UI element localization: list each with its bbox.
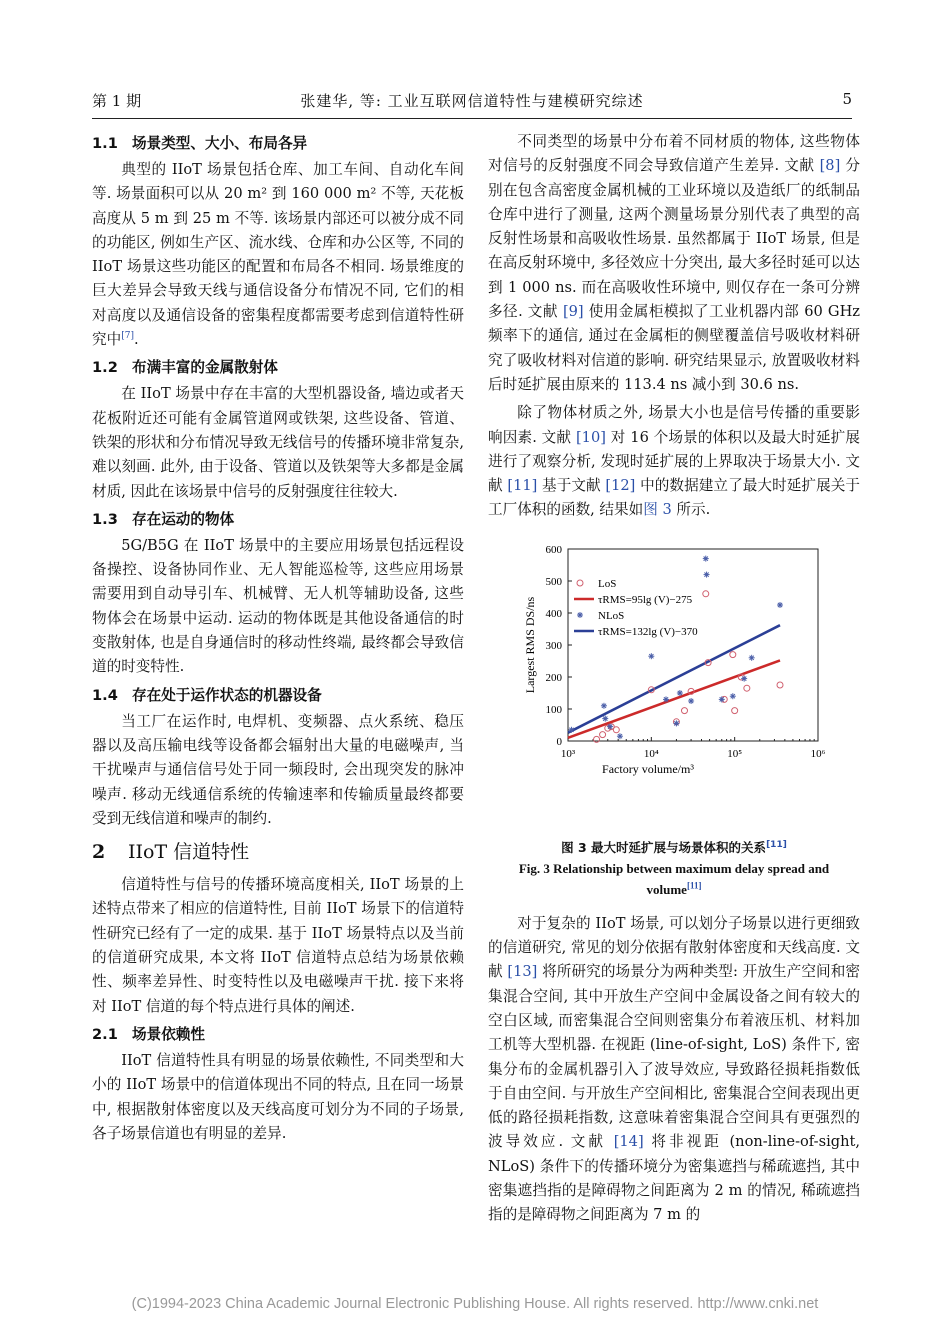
left-column	[92, 130, 464, 1150]
nlos-point	[602, 715, 608, 721]
nlos-point	[673, 720, 679, 726]
copyright-footer: (C)1994-2023 China Academic Journal Electronic Publishing House. All rights reserved. http://www.cnki.net	[131, 1296, 819, 1312]
legend-los-marker	[577, 580, 583, 586]
issue-number: 第 1 期	[92, 92, 142, 110]
nlos-point	[663, 696, 669, 702]
x-tick-label: 10³	[560, 747, 576, 760]
figure-3	[488, 537, 860, 837]
section-1-1-paragraph: 典型的 IIoT 场景包括仓库、加工车间、自动化车间等. 场景面积可以从 20 m² 到 160 000 m² 不等, 天花板高度从 5 m 到 25 m 不等. 该场景内部还可以被分成不同的功能区, 例如生产区、流水线、仓库和办公区等, 不同的 IIoT 场景这些功能区的配置和布局各不相同. 场景维度的巨大差异会导致天线与通信设备分布情况不同, 它们的相对高度以及通信设备的密集程度都需要考虑到信道特性研究中[7].	[92, 161, 464, 349]
nlos-point	[607, 723, 613, 729]
y-tick-label: 500	[545, 575, 562, 588]
nlos-point	[730, 693, 736, 699]
fit-line-nlos	[568, 625, 780, 732]
section-1-1-heading: 1.1 场景类型、大小、布局各异	[92, 135, 308, 152]
nlos-point	[688, 698, 694, 704]
section-2-1-heading: 2.1 场景依赖性	[92, 1025, 205, 1043]
nlos-point	[777, 602, 783, 608]
sub-scene-paragraph: 对于复杂的 IIoT 场景, 可以划分子场景以进行更细致的信道研究, 常见的划分依据有散射体密度和天线高度. 文献 [13] 将所研究的场景分为两种类型: 开放生产空间和密集混合空间, 其中开放生产空间中金属设备之间有较大的空白区域, 而密集混合空间则密集分布着液压机、材料加工机等大型机器. 在视距 (line-of-sight, LoS) 条件下, 密集分布的金属机器引入了波导效应, 导致路径损耗指数低于自由空间. 与开放生产空间相比, 密集混合空间表现出更低的路径损耗指数, 这意味着密集混合空间具有更强烈的波导效应. 文献 [14] 将非视距 (non-line-of-sight, NLoS) 条件下的传播环境分为密集遮挡与稀疏遮挡, 其中密集遮挡指的是障碍物之间距离为 2 m 的情况, 稀疏遮挡指的是障碍物之间距离为 7 m 的	[488, 914, 861, 1224]
legend-nlos-fit-label: τRMS=132lg (V)−370	[598, 625, 698, 638]
nlos-point	[749, 655, 755, 661]
nlos-point	[677, 690, 683, 696]
y-tick-label: 100	[545, 703, 562, 716]
los-point	[730, 651, 736, 657]
y-tick-label: 400	[545, 607, 562, 620]
section-1-3-heading: 1.3 存在运动的物体	[92, 510, 235, 528]
nlos-point	[648, 653, 654, 659]
los-point	[777, 682, 783, 688]
y-tick-label: 300	[545, 639, 562, 652]
legend-los-label: LoS	[598, 577, 617, 590]
los-point	[703, 591, 709, 597]
los-point	[744, 685, 750, 691]
section-2-heading: 2 IIoT 信道特性	[92, 841, 250, 864]
section-1-3-paragraph: 5G/B5G 在 IIoT 场景中的主要应用场景包括远程设备操控、设备协同作业、无人智能巡检等, 这些应用场景需要用到自动导引车、机械臂、无人机等辅助设备, 这些物体会在场景中运动. 运动的物体既是其他设备通信的时变散射体, 也是自身通信时的移动性终端, 最终都会导致信道的时变特性.	[92, 536, 464, 676]
citation-13[interactable]: [13]	[507, 963, 538, 981]
section-2-paragraph: 信道特性与信号的传播环境高度相关, IIoT 场景的上述特点带来了相应的信道特性, 目前 IIoT 场景下的信道特性研究已经有了一定的成果. 基于 IIoT 场景特点以及当前的信道研究成果, 本文将 IIoT 信道特点总结为场景依赖性、频率差异性、时变特性以及电磁噪声干扰. 接下来将对 IIoT 信道的每个特点进行具体的阐述.	[92, 876, 464, 1015]
nlos-point	[719, 696, 725, 702]
nlos-point	[703, 555, 709, 561]
y-tick-label: 200	[545, 671, 562, 684]
figure-3-link[interactable]: 图 3	[643, 501, 672, 519]
citation-8[interactable]: [8]	[819, 157, 841, 175]
nlos-point	[617, 733, 623, 739]
page-number: 5	[842, 90, 852, 108]
citation-9[interactable]: [9]	[562, 303, 584, 321]
x-axis-label: Factory volume/m³	[602, 761, 694, 776]
x-tick-label: 10⁴	[643, 747, 659, 760]
right-column	[488, 130, 860, 1232]
citation-10[interactable]: [10]	[575, 428, 606, 446]
fit-line-los	[568, 660, 780, 737]
section-2-1-paragraph: IIoT 信道特性具有明显的场景依赖性, 不同类型和大小的 IIoT 场景中的信道体现出不同的特点, 且在同一场景中, 根据散射体密度以及天线高度可划分为不同的子场景, 各子场景信道也有明显的差异.	[92, 1051, 464, 1142]
legend-los-fit-label: τRMS=95lg (V)−275	[598, 593, 693, 606]
nlos-point	[704, 571, 710, 577]
section-1-2-paragraph: 在 IIoT 场景中存在丰富的大型机器设备, 墙边或者天花板附近还可能有金属管道网或铁架, 这些设备、管道、铁架的形状和分布情况导致无线信号的传播环境非常复杂, 难以刻画. 此外, 由于设备、管道以及铁架等大多都是金属材质, 因此在该场景中信号的反射强度往往较大.	[92, 385, 464, 500]
figure-caption-en: Fig. 3 Relationship between maximum delay spread and volume[11]	[518, 860, 830, 897]
nlos-point	[577, 612, 583, 618]
materials-paragraph: 不同类型的场景中分布着不同材质的物体, 这些物体对信号的反射强度不同会导致信道产生差异. 文献 [8] 分别在包含高密度金属机械的工业环境以及造纸厂的纸制品仓库中进行了测量, 这两个测量场景分别代表了典型的高反射性场景和高吸收性场景. 虽然都属于 IIoT 场景, 但是在高反射环境中, 多径效应十分突出, 最大多径时延可以达到 1 000 ns. 而在高吸收性环境中, 则仅存在一条可分辨多径. 文献 [9] 使用金属柜模拟了工业机器内部 60 GHz 频率下的通信, 通过在金属柜的侧壁覆盖信号吸收材料研究了吸收材料对信道的影响. 研究结果显示, 放置吸收材料后时延扩展由原来的 113.4 ns 减小到 30.6 ns.	[488, 133, 861, 393]
x-tick-label: 10⁶	[810, 747, 826, 760]
section-1-2-heading: 1.2 布满丰富的金属散射体	[92, 359, 278, 377]
y-tick-label: 0	[556, 735, 562, 748]
x-tick-label: 10⁵	[727, 747, 743, 760]
running-title: 张建华, 等: 工业互联网信道特性与建模研究综述	[300, 92, 644, 110]
figure-caption-cn: 图 3 最大时延扩展与场景体积的关系[11]	[561, 839, 787, 855]
y-axis-label: Largest RMS DS/ns	[523, 596, 537, 693]
nlos-point	[568, 727, 574, 733]
nlos-point	[601, 703, 607, 709]
legend-nlos-label: NLoS	[598, 609, 625, 622]
scene-size-paragraph: 除了物体材质之外, 场景大小也是信号传播的重要影响因素. 文献 [10] 对 16 个场景的体积以及最大时延扩展进行了观察分析, 发现时延扩展的上界取决于场景大小. 文献 [11] 基于文献 [12] 中的数据建立了最大时延扩展关于工厂体积的函数, 结果如图 3 所示.	[488, 404, 860, 519]
los-point	[732, 707, 738, 713]
citation-14[interactable]: [14]	[613, 1133, 644, 1151]
delay-spread-chart	[488, 537, 860, 837]
los-point	[681, 707, 687, 713]
citation-12[interactable]: [12]	[605, 477, 636, 495]
section-1-4-paragraph: 当工厂在运作时, 电焊机、变频器、点火系统、稳压器以及高压输电线等设备都会辐射出大量的电磁噪声, 当干扰噪声与通信信号处于同一频段时, 会出现突发的脉冲噪声. 移动无线通信系统的传输速率和传输质量最终都要受到无线信道和噪声的制约.	[92, 712, 464, 827]
los-point	[613, 727, 619, 733]
running-header	[92, 90, 852, 119]
citation-7[interactable]: [7]	[121, 331, 134, 342]
los-point	[600, 731, 606, 737]
citation-11[interactable]: [11]	[507, 477, 538, 495]
section-1-4-heading: 1.4 存在处于运作状态的机器设备	[92, 686, 322, 704]
nlos-point	[741, 675, 747, 681]
y-tick-label: 600	[545, 543, 562, 556]
